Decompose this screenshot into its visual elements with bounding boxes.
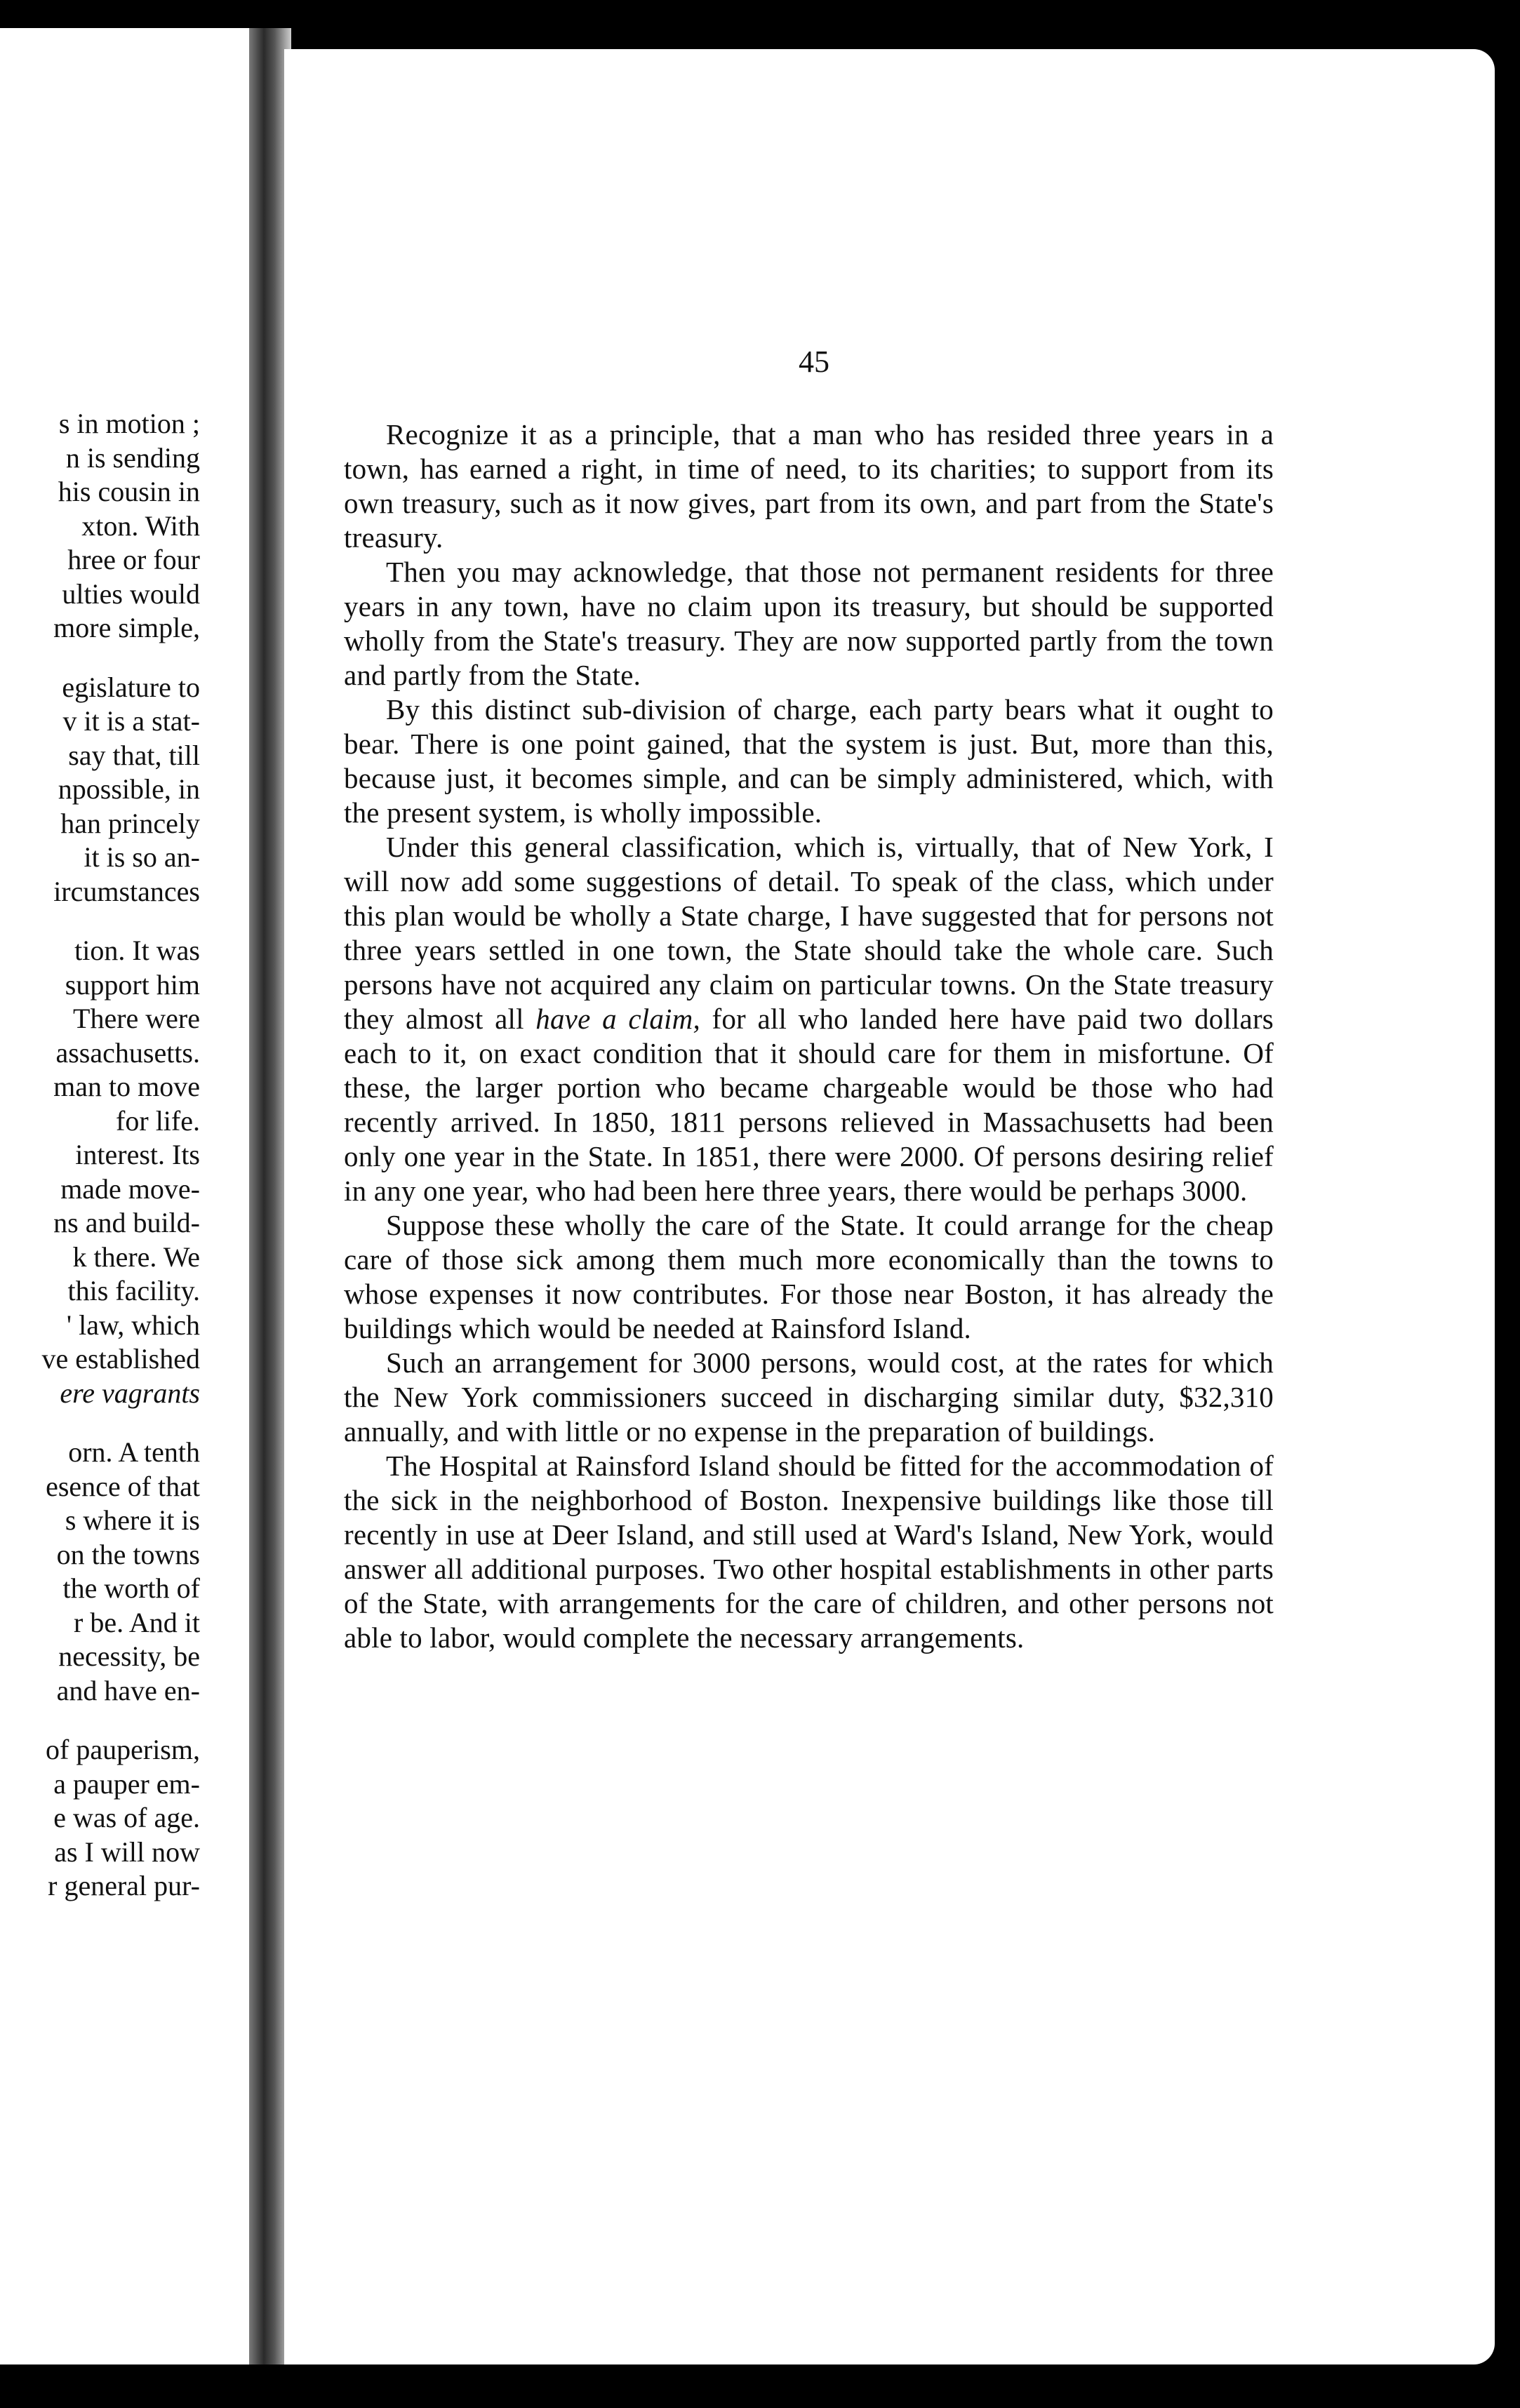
paragraph: Such an arrangement for 3000 persons, would cost, at the rates for which the New York commissioners succeed in discharging similar duty, $32,310 annually, and with little or no expense in the preparation of buildings. (344, 1346, 1274, 1447)
left-line: ns and build- (53, 1207, 200, 1238)
left-line: for life. (116, 1104, 200, 1137)
left-line: of pauperism, (46, 1734, 200, 1765)
left-line: han princely (60, 807, 200, 839)
italic-phrase: have a claim, (535, 1003, 700, 1035)
left-line: k there. We (72, 1240, 200, 1273)
left-line: ' law, which (66, 1309, 200, 1341)
paragraph: Then you may acknowledge, that those not permanent residents for three years in any town, have no claim upon its treasury, but should be supported wholly from the State's treasury. They are now supported partly from the town and partly from the State. (344, 556, 1274, 691)
paragraph: Suppose these wholly the care of the State. It could arrange for the cheap care of those sick among them much more economically than the towns to whose expenses it now contributes. For those near Boston, it has already the buildings which would be needed at Rainsford Island. (344, 1209, 1274, 1344)
left-line: support him (65, 968, 200, 1001)
left-line: it is so an- (84, 841, 200, 873)
left-line: esence of that (46, 1470, 200, 1502)
left-line: assachusetts. (55, 1036, 200, 1069)
page-number: 45 (799, 345, 829, 379)
left-line: man to move (53, 1071, 200, 1102)
paragraph: Recognize it as a principle, that a man who has resided three years in a town, has earned a right, in time of need, to its charities; to support from its own treasury, such as it now gives, part from its own, and part from the State's treasury. (344, 418, 1274, 554)
paragraph-text: for all who landed here have paid two dollars each to it, on exact condition that it should care for them in misfortune. Of these, the larger portion who became chargeable would be those who had recently arrived. In 1850, 1811 persons relieved in Massachusetts had been only one year in the State. In 1851, there were 2000. Of persons desiring relief in any one year, who had been here three years, there would be perhaps 3000. (344, 1003, 1274, 1207)
left-line: hree or four (67, 544, 200, 575)
left-line: ircumstances (53, 875, 200, 907)
left-line: the worth of (62, 1572, 200, 1604)
left-line: and have en- (56, 1674, 200, 1706)
left-line: a pauper em- (53, 1767, 200, 1800)
left-line: say that, till (68, 739, 200, 771)
left-line: this facility. (67, 1275, 200, 1306)
left-gap (0, 1708, 200, 1733)
left-line: his cousin in (58, 476, 200, 507)
left-line: ulties would (62, 577, 200, 610)
left-line: interest. Its (75, 1139, 200, 1170)
left-line: r be. And it (74, 1606, 200, 1638)
left-line: s in motion ; (58, 408, 200, 439)
left-line: egislature to (62, 671, 200, 703)
paragraph: By this distinct sub-division of charge, each party bears what it ought to bear. There is one point gained, that the system is just. But, more than this, because just, it becomes simple, and can be simply administered, which, with the present system, is wholly impossible. (344, 693, 1274, 829)
left-gap (0, 646, 200, 671)
left-line: made move- (60, 1172, 200, 1205)
left-line: more simple, (53, 612, 200, 643)
left-line: necessity, be (58, 1640, 200, 1672)
left-line: on the towns (56, 1538, 200, 1570)
left-page (0, 28, 256, 2364)
left-line: xton. With (81, 509, 200, 542)
body-text (344, 417, 1274, 1655)
left-line: n is sending (65, 441, 200, 474)
left-line: orn. A tenth (68, 1436, 200, 1468)
left-line: There were (73, 1003, 200, 1034)
left-line: r general pur- (48, 1870, 200, 1901)
left-line: tion. It was (74, 935, 200, 966)
paragraph-text: Under this general classification, which is, virtually, that of New York, I will now add some suggestions of detail. To speak of the class, which under this plan would be wholly a State charge, I have suggested that for persons not three years settled in one town, the State should take the whole care. Such persons have not acquired any claim on particular towns. On the State treasury they almost all (344, 831, 1274, 1035)
left-line: s where it is (65, 1504, 200, 1536)
left-line: ere vagrants (60, 1377, 200, 1409)
left-gap (0, 909, 200, 934)
left-page-text (0, 407, 200, 1904)
left-line: v it is a stat- (62, 705, 200, 737)
paragraph: The Hospital at Rainsford Island should be fitted for the accommodation of the sick in the neighborhood of Boston. Inexpensive buildings like those till recently in use at Deer Island, and still used at Ward's Island, New York, would answer all additional purposes. Two other hospital establishments in other parts of the State, with arrangements for the care of children, and other persons not able to labor, would complete the necessary arrangements. (344, 1450, 1274, 1654)
left-line: as I will now (54, 1835, 200, 1868)
left-line: e was of age. (53, 1802, 200, 1833)
left-line: ve established (41, 1343, 200, 1374)
left-gap (0, 1410, 200, 1436)
paragraph (344, 830, 1274, 1208)
left-line: npossible, in (58, 773, 200, 805)
